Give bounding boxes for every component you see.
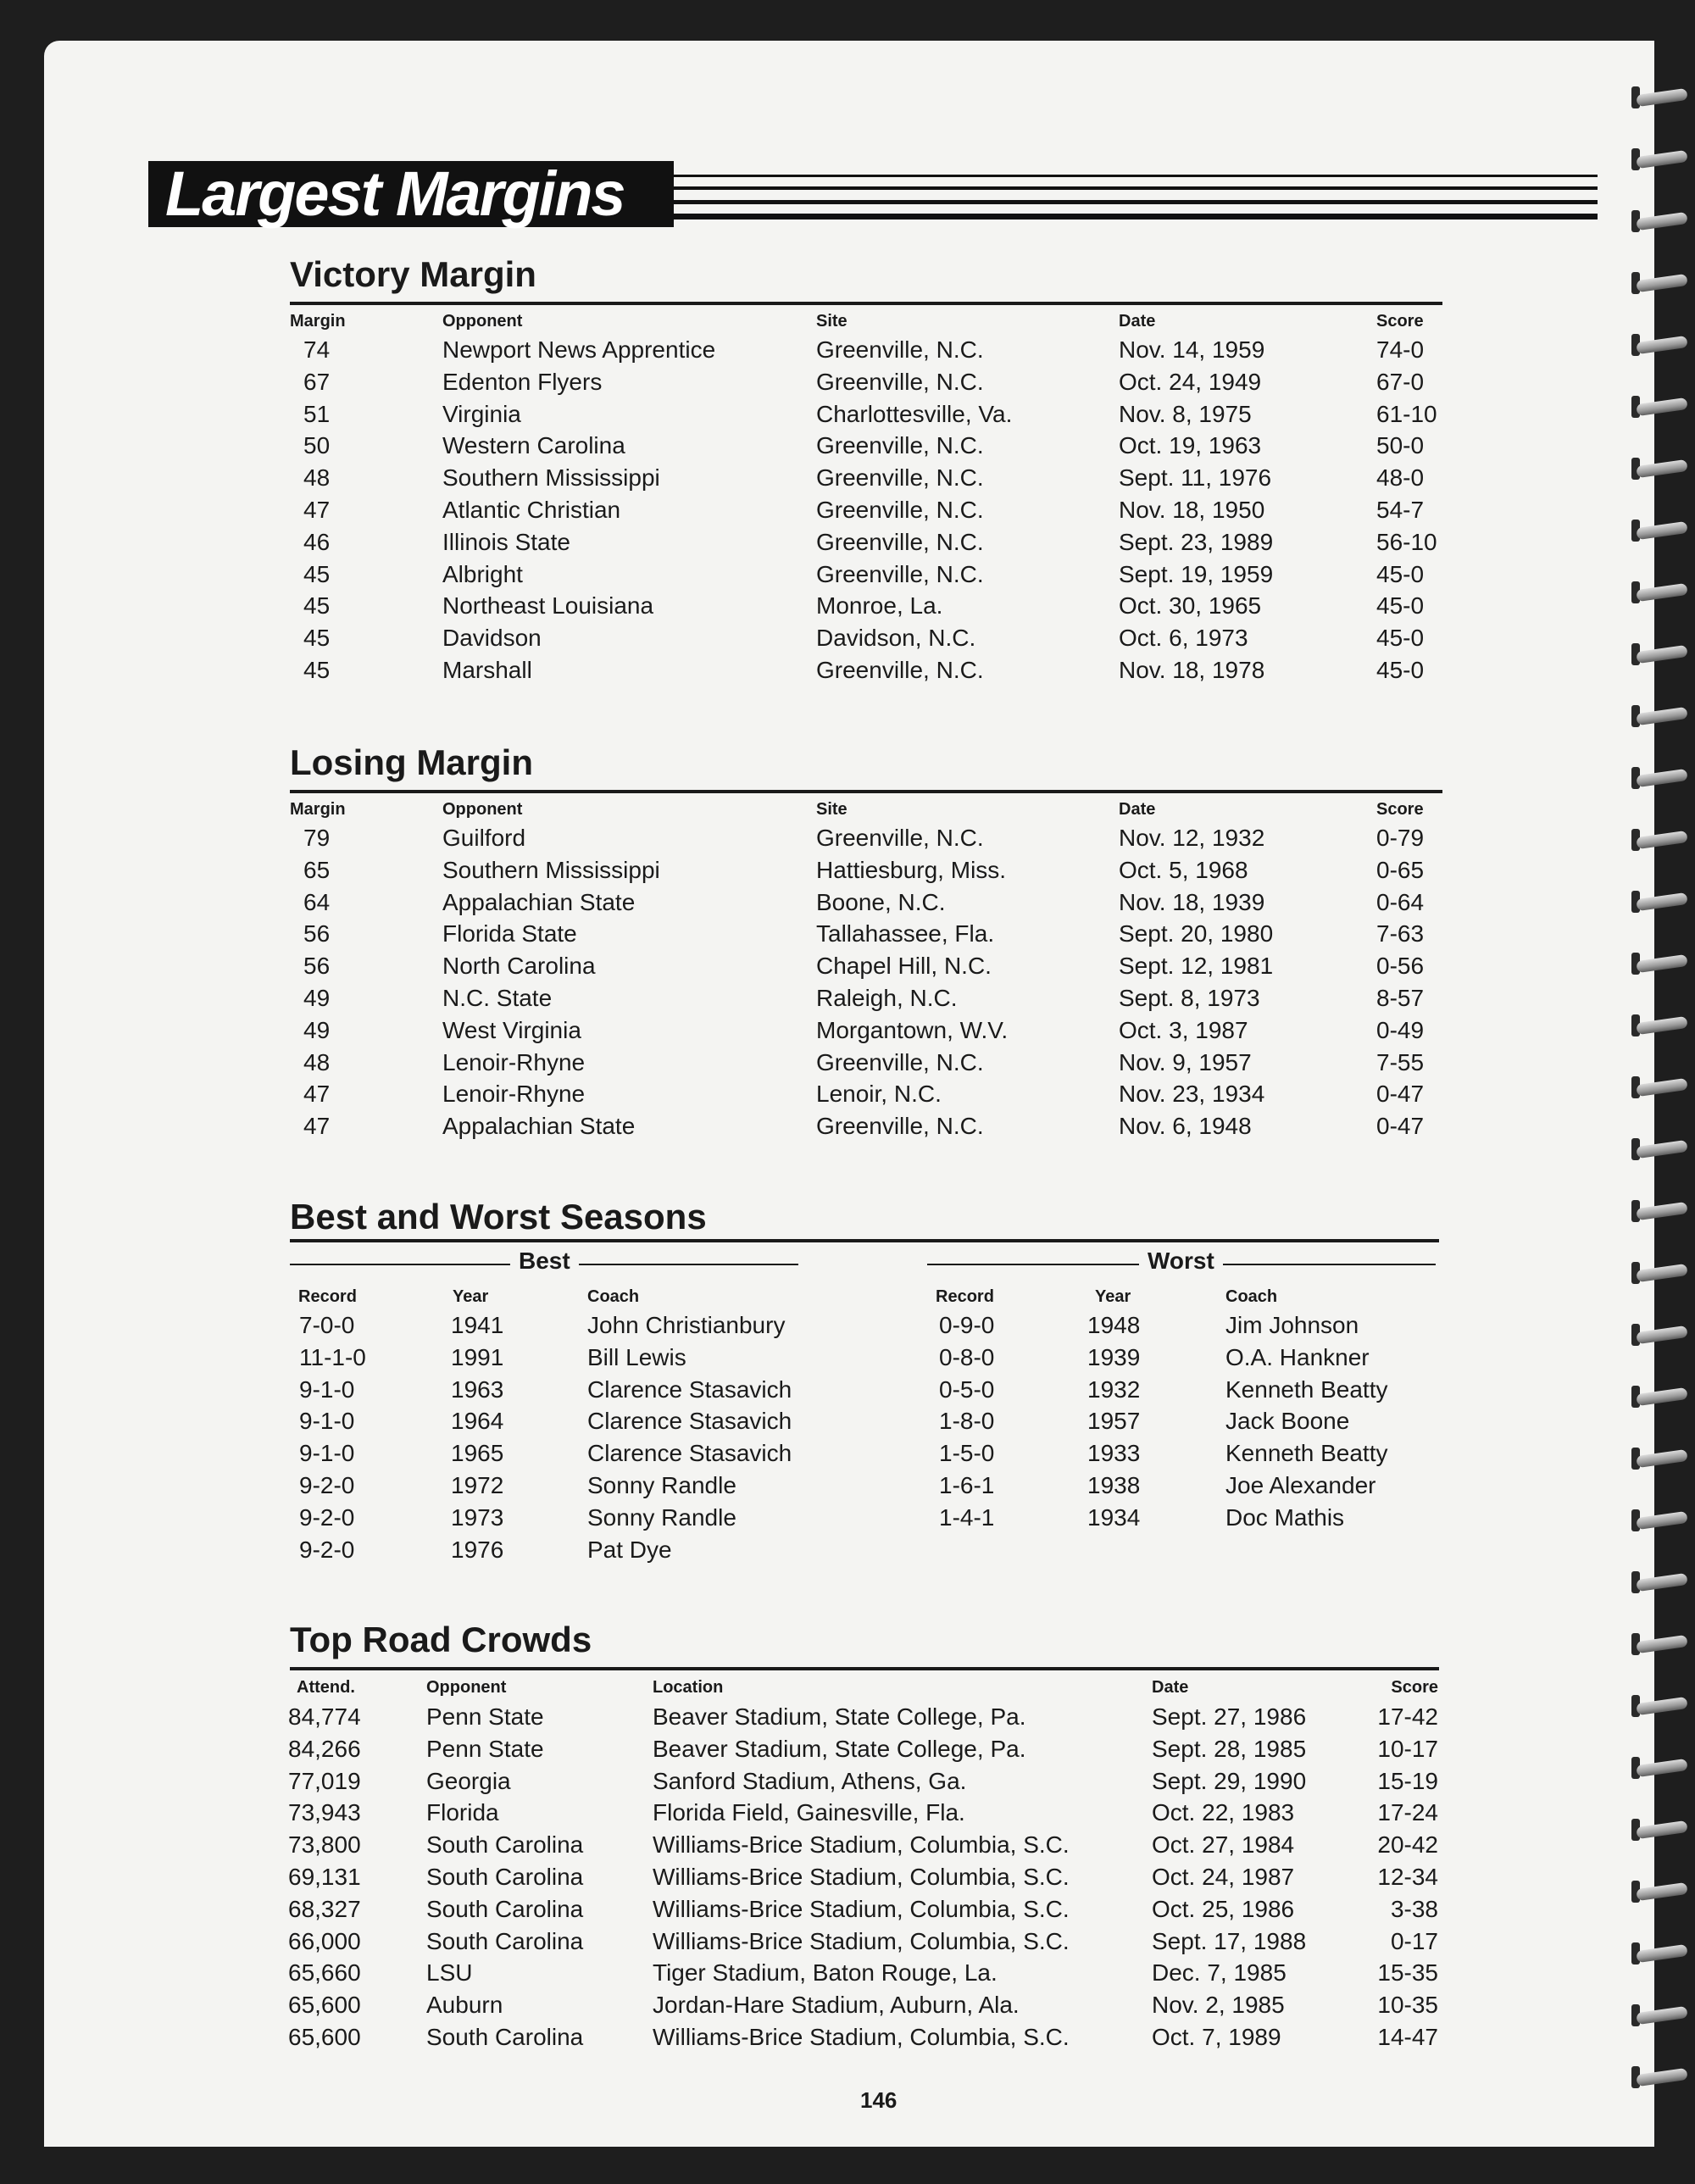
losing-cell: Hattiesburg, Miss. (816, 856, 1007, 883)
best-season-cell: 1973 (451, 1503, 504, 1531)
losing-cell: Greenville, N.C. (816, 1113, 984, 1140)
crowds-cell: Jordan-Hare Stadium, Auburn, Ala. (653, 1992, 1020, 2019)
worst-season-cell: Kenneth Beatty (1225, 1375, 1388, 1403)
losing-cell: Oct. 3, 1987 (1119, 1016, 1248, 1043)
losing-cell: 0-65 (1376, 856, 1425, 883)
crowds-cell: Williams-Brice Stadium, Columbia, S.C. (653, 1927, 1070, 1954)
worst-season-cell: 1948 (1087, 1312, 1141, 1338)
spiral-coil (1631, 1508, 1691, 1535)
victory-cell: Edenton Flyers (442, 368, 603, 395)
victory-cell: Oct. 6, 1973 (1119, 625, 1248, 652)
victory-header-col-1: Margin (290, 312, 346, 331)
best-season-cell: Pat Dye (587, 1536, 672, 1563)
best-season-cell: 1964 (451, 1408, 504, 1435)
losing-cell: Appalachian State (442, 1113, 636, 1140)
losing-cell: 49 (303, 1016, 331, 1043)
victory-cell: Greenville, N.C. (816, 464, 984, 492)
victory-cell: Virginia (442, 400, 521, 427)
spiral-coil (1631, 951, 1691, 978)
spiral-coil (1631, 518, 1691, 545)
crowds-cell: Penn State (426, 1735, 544, 1762)
spiral-binding (1631, 85, 1695, 2119)
worst-header: Record (936, 1287, 994, 1306)
crowds-cell: Nov. 2, 1985 (1152, 1992, 1285, 2019)
worst-season-cell: 1-8-0 (939, 1408, 995, 1435)
crowds-cell: Williams-Brice Stadium, Columbia, S.C. (653, 2024, 1070, 2050)
crowds-cell: South Carolina (426, 1927, 584, 1954)
crowds-cell: 84,266 (288, 1735, 361, 1762)
crowds-cell: 66,000 (288, 1927, 361, 1954)
worst-season-cell: Jack Boone (1225, 1408, 1350, 1435)
victory-cell: Greenville, N.C. (816, 497, 984, 523)
victory-cell: Sept. 19, 1959 (1119, 560, 1274, 587)
best-season-cell: 1965 (451, 1440, 504, 1467)
victory-cell: 67 (303, 368, 331, 395)
crowds-cell: Sept. 27, 1986 (1152, 1703, 1307, 1730)
banner-rules (674, 175, 1598, 225)
victory-cell: 47 (303, 497, 331, 523)
best-season-cell: 9-2-0 (299, 1472, 355, 1498)
crowds-cell: Florida (426, 1799, 499, 1826)
losing-cell: Nov. 6, 1948 (1119, 1113, 1252, 1140)
worst-season-cell: 1938 (1087, 1472, 1141, 1498)
victory-cell: 50 (303, 432, 331, 459)
best-season-cell: 1941 (451, 1312, 504, 1338)
victory-cell: Nov. 18, 1950 (1119, 497, 1265, 523)
best-season-cell: John Christianbury (587, 1312, 786, 1338)
seasons-section-rule (290, 1239, 1439, 1242)
victory-cell: Oct. 24, 1949 (1119, 368, 1262, 395)
crowds-cell: 73,800 (288, 1831, 361, 1859)
worst-season-cell: 1934 (1087, 1503, 1141, 1531)
best-season-cell: 9-1-0 (299, 1440, 355, 1467)
victory-cell: Greenville, N.C. (816, 657, 984, 683)
worst-season-cell: Jim Johnson (1225, 1312, 1359, 1338)
losing-cell: Lenoir, N.C. (816, 1081, 942, 1108)
losing-header-col-1: Margin (290, 800, 346, 819)
spiral-coil (1631, 1198, 1691, 1225)
victory-section-rule (290, 302, 1442, 305)
spiral-coil (1631, 147, 1691, 174)
victory-cell: 56-10 (1376, 528, 1437, 555)
crowds-cell: 17-24 (1377, 1799, 1438, 1826)
victory-cell: Greenville, N.C. (816, 336, 984, 363)
crowds-cell: Penn State (426, 1703, 544, 1730)
best-subheader: Best (510, 1248, 579, 1275)
crowds-cell: Florida Field, Gainesville, Fla. (653, 1799, 965, 1826)
page-number: 146 (860, 2087, 898, 2113)
losing-cell: 0-64 (1376, 888, 1425, 915)
crowds-section-rule (290, 1667, 1439, 1670)
losing-cell: 7-55 (1376, 1048, 1425, 1075)
victory-cell: 54-7 (1376, 497, 1425, 523)
crowds-cell: Sept. 17, 1988 (1152, 1927, 1307, 1954)
worst-subheader: Worst (1139, 1248, 1223, 1275)
crowds-header-col-2: Opponent (426, 1678, 507, 1697)
losing-cell: 65 (303, 856, 331, 883)
crowds-header-col-1: Attend. (297, 1678, 355, 1697)
crowds-cell: Oct. 24, 1987 (1152, 1864, 1295, 1890)
losing-cell: 79 (303, 825, 331, 851)
victory-header-col-3: Site (816, 312, 848, 331)
victory-cell: 50-0 (1376, 432, 1425, 459)
victory-cell: Southern Mississippi (442, 464, 660, 492)
page-banner (148, 158, 1598, 229)
crowds-cell: 65,660 (288, 1959, 361, 1987)
seasons-section-title: Best and Worst Seasons (290, 1197, 707, 1236)
best-season-cell: 11-1-0 (299, 1343, 366, 1370)
losing-cell: Appalachian State (442, 888, 636, 915)
crowds-header-col-4: Date (1152, 1678, 1189, 1697)
victory-cell: Davidson (442, 625, 542, 652)
losing-cell: West Virginia (442, 1016, 581, 1043)
best-season-cell: Clarence Stasavich (587, 1440, 792, 1467)
victory-cell: Nov. 18, 1978 (1119, 657, 1265, 683)
crowds-cell: 73,943 (288, 1799, 361, 1826)
worst-season-cell: 1-6-1 (939, 1472, 995, 1498)
crowds-header-col-5: Score (1391, 1678, 1438, 1697)
worst-season-cell: 0-5-0 (939, 1375, 995, 1403)
spiral-coil (1631, 1817, 1691, 1844)
spiral-coil (1631, 703, 1691, 731)
spiral-coil (1631, 1879, 1691, 1906)
losing-cell: Greenville, N.C. (816, 1048, 984, 1075)
crowds-cell: 0-17 (1390, 1927, 1438, 1954)
losing-cell: Sept. 20, 1980 (1119, 920, 1274, 948)
losing-cell: Nov. 9, 1957 (1119, 1048, 1252, 1075)
victory-cell: Newport News Apprentice (442, 336, 716, 363)
crowds-cell: Auburn (426, 1992, 503, 2019)
victory-cell: Greenville, N.C. (816, 528, 984, 555)
best-season-cell: Sonny Randle (587, 1472, 736, 1498)
crowds-cell: 84,774 (288, 1703, 361, 1730)
spiral-coil (1631, 2065, 1691, 2092)
victory-cell: Oct. 19, 1963 (1119, 432, 1262, 459)
best-season-cell: 9-1-0 (299, 1375, 355, 1403)
spiral-coil (1631, 1941, 1691, 1968)
crowds-cell: South Carolina (426, 1895, 584, 1922)
victory-header-col-2: Opponent (442, 312, 523, 331)
best-season-cell: 9-2-0 (299, 1503, 355, 1531)
crowds-cell: LSU (426, 1959, 473, 1987)
losing-cell: North Carolina (442, 953, 596, 980)
victory-cell: Greenville, N.C. (816, 368, 984, 395)
victory-cell: Monroe, La. (816, 592, 943, 620)
losing-cell: 47 (303, 1081, 331, 1108)
best-season-cell: Sonny Randle (587, 1503, 736, 1531)
spiral-coil (1631, 1446, 1691, 1473)
crowds-cell: 68,327 (288, 1895, 361, 1922)
losing-cell: 0-47 (1376, 1113, 1425, 1140)
best-season-cell: 1972 (451, 1472, 504, 1498)
losing-cell: Tallahassee, Fla. (816, 920, 995, 948)
crowds-cell: Oct. 22, 1983 (1152, 1799, 1295, 1826)
losing-header-col-5: Score (1376, 800, 1424, 819)
victory-cell: 45-0 (1376, 657, 1425, 683)
victory-cell: Greenville, N.C. (816, 432, 984, 459)
worst-season-cell: 0-8-0 (939, 1343, 995, 1370)
crowds-cell: South Carolina (426, 2024, 584, 2050)
victory-cell: Western Carolina (442, 432, 625, 459)
victory-cell: 61-10 (1376, 400, 1437, 427)
victory-cell: 74-0 (1376, 336, 1425, 363)
victory-header-col-5: Score (1376, 312, 1424, 331)
victory-cell: 46 (303, 528, 331, 555)
best-season-cell: 1976 (451, 1536, 504, 1563)
losing-cell: Nov. 18, 1939 (1119, 888, 1265, 915)
victory-section-title: Victory Margin (290, 254, 536, 294)
losing-cell: Boone, N.C. (816, 888, 946, 915)
worst-season-cell: 1-5-0 (939, 1440, 995, 1467)
crowds-cell: Oct. 25, 1986 (1152, 1895, 1295, 1922)
victory-cell: Illinois State (442, 528, 570, 555)
crowds-cell: Beaver Stadium, State College, Pa. (653, 1735, 1026, 1762)
spiral-coil (1631, 270, 1691, 297)
best-season-cell: Clarence Stasavich (587, 1375, 792, 1403)
losing-section-title: Losing Margin (290, 742, 533, 782)
crowds-cell: 12-34 (1377, 1864, 1438, 1890)
victory-cell: 51 (303, 400, 331, 427)
crowds-cell: 14-47 (1377, 2024, 1438, 2050)
victory-cell: 45-0 (1376, 560, 1425, 587)
worst-season-cell: 1939 (1087, 1343, 1141, 1370)
victory-cell: 45 (303, 657, 331, 683)
spiral-coil (1631, 1755, 1691, 1782)
crowds-cell: South Carolina (426, 1831, 584, 1859)
losing-cell: 0-49 (1376, 1016, 1425, 1043)
spiral-coil (1631, 394, 1691, 421)
banner-title: Largest Margins (148, 161, 674, 227)
losing-cell: 48 (303, 1048, 331, 1075)
spiral-coil (1631, 1631, 1691, 1659)
losing-cell: Lenoir-Rhyne (442, 1048, 586, 1075)
spiral-coil (1631, 1570, 1691, 1597)
victory-cell: 74 (303, 336, 331, 363)
spiral-coil (1631, 889, 1691, 916)
victory-cell: Nov. 8, 1975 (1119, 400, 1252, 427)
losing-cell: Florida State (442, 920, 577, 948)
losing-cell: 0-47 (1376, 1081, 1425, 1108)
crowds-cell: Beaver Stadium, State College, Pa. (653, 1703, 1026, 1730)
victory-cell: Sept. 23, 1989 (1119, 528, 1274, 555)
crowds-cell: 65,600 (288, 2024, 361, 2050)
worst-header: Coach (1225, 1287, 1278, 1306)
victory-cell: 45 (303, 560, 331, 587)
crowds-cell: 10-17 (1377, 1735, 1438, 1762)
crowds-cell: Dec. 7, 1985 (1152, 1959, 1287, 1987)
losing-cell: 64 (303, 888, 331, 915)
victory-cell: Greenville, N.C. (816, 560, 984, 587)
worst-season-cell: 0-9-0 (939, 1312, 995, 1338)
losing-header-col-3: Site (816, 800, 848, 819)
victory-cell: 67-0 (1376, 368, 1425, 395)
best-header: Record (298, 1287, 357, 1306)
worst-header: Year (1095, 1287, 1131, 1306)
losing-cell: 0-56 (1376, 953, 1425, 980)
victory-cell: Albright (442, 560, 523, 587)
crowds-cell: 20-42 (1377, 1831, 1438, 1859)
crowds-cell: Williams-Brice Stadium, Columbia, S.C. (653, 1831, 1070, 1859)
losing-cell: 47 (303, 1113, 331, 1140)
worst-season-cell: Kenneth Beatty (1225, 1440, 1388, 1467)
losing-cell: Nov. 12, 1932 (1119, 825, 1265, 851)
losing-header-col-4: Date (1119, 800, 1156, 819)
spiral-coil (1631, 2003, 1691, 2030)
losing-cell: 0-79 (1376, 825, 1425, 851)
victory-header-col-4: Date (1119, 312, 1156, 331)
spiral-coil (1631, 85, 1691, 112)
worst-season-cell: 1933 (1087, 1440, 1141, 1467)
victory-cell: Charlottesville, Va. (816, 400, 1013, 427)
spiral-coil (1631, 580, 1691, 607)
crowds-cell: Williams-Brice Stadium, Columbia, S.C. (653, 1864, 1070, 1890)
losing-cell: Morgantown, W.V. (816, 1016, 1009, 1043)
losing-cell: Oct. 5, 1968 (1119, 856, 1248, 883)
crowds-cell: 69,131 (288, 1864, 361, 1890)
worst-season-cell: Joe Alexander (1225, 1472, 1376, 1498)
losing-section-rule (290, 790, 1442, 793)
victory-cell: 45-0 (1376, 592, 1425, 620)
losing-cell: Sept. 8, 1973 (1119, 985, 1260, 1011)
victory-cell: Nov. 14, 1959 (1119, 336, 1265, 363)
crowds-cell: Oct. 7, 1989 (1152, 2024, 1281, 2050)
victory-cell: 48-0 (1376, 464, 1425, 492)
spiral-coil (1631, 1384, 1691, 1411)
crowds-cell: Williams-Brice Stadium, Columbia, S.C. (653, 1895, 1070, 1922)
losing-cell: 56 (303, 920, 331, 948)
crowds-header-col-3: Location (653, 1678, 724, 1697)
spiral-coil (1631, 456, 1691, 483)
losing-cell: Nov. 23, 1934 (1119, 1081, 1265, 1108)
victory-cell: Oct. 30, 1965 (1119, 592, 1262, 620)
crowds-cell: Sanford Stadium, Athens, Ga. (653, 1767, 967, 1794)
spiral-coil (1631, 642, 1691, 669)
crowds-cell: Tiger Stadium, Baton Rouge, La. (653, 1959, 998, 1987)
losing-cell: 49 (303, 985, 331, 1011)
losing-cell: 56 (303, 953, 331, 980)
victory-cell: 48 (303, 464, 331, 492)
spiral-coil (1631, 1322, 1691, 1349)
best-season-cell: Bill Lewis (587, 1343, 686, 1370)
victory-cell: 45 (303, 592, 331, 620)
crowds-cell: 65,600 (288, 1992, 361, 2019)
crowds-cell: 3-38 (1390, 1895, 1438, 1922)
crowds-cell: 15-35 (1377, 1959, 1438, 1987)
spiral-coil (1631, 1260, 1691, 1287)
victory-cell: Davidson, N.C. (816, 625, 976, 652)
crowds-cell: 10-35 (1377, 1992, 1438, 2019)
spiral-coil (1631, 332, 1691, 359)
victory-cell: 45-0 (1376, 625, 1425, 652)
best-season-cell: 9-1-0 (299, 1408, 355, 1435)
worst-season-cell: 1-4-1 (939, 1503, 995, 1531)
best-header: Coach (587, 1287, 640, 1306)
victory-cell: 45 (303, 625, 331, 652)
worst-season-cell: 1957 (1087, 1408, 1141, 1435)
crowds-cell: Oct. 27, 1984 (1152, 1831, 1295, 1859)
worst-season-cell: 1932 (1087, 1375, 1141, 1403)
losing-cell: 8-57 (1376, 985, 1425, 1011)
crowds-cell: Sept. 28, 1985 (1152, 1735, 1307, 1762)
victory-cell: Sept. 11, 1976 (1119, 464, 1272, 492)
spiral-coil (1631, 765, 1691, 792)
crowds-cell: 15-19 (1377, 1767, 1438, 1794)
best-season-cell: 1991 (451, 1343, 504, 1370)
losing-cell: Sept. 12, 1981 (1119, 953, 1274, 980)
losing-cell: Lenoir-Rhyne (442, 1081, 586, 1108)
spiral-coil (1631, 1693, 1691, 1720)
spiral-coil (1631, 1013, 1691, 1040)
spiral-coil (1631, 208, 1691, 236)
losing-cell: Raleigh, N.C. (816, 985, 958, 1011)
worst-season-cell: O.A. Hankner (1225, 1343, 1370, 1370)
best-season-cell: Clarence Stasavich (587, 1408, 792, 1435)
losing-cell: Guilford (442, 825, 526, 851)
worst-season-cell: Doc Mathis (1225, 1503, 1345, 1531)
crowds-cell: South Carolina (426, 1864, 584, 1890)
crowds-cell: Sept. 29, 1990 (1152, 1767, 1307, 1794)
losing-header-col-2: Opponent (442, 800, 523, 819)
losing-cell: Southern Mississippi (442, 856, 660, 883)
crowds-section-title: Top Road Crowds (290, 1620, 592, 1659)
crowds-cell: 77,019 (288, 1767, 361, 1794)
losing-cell: N.C. State (442, 985, 553, 1011)
spiral-coil (1631, 1136, 1691, 1164)
losing-cell: Chapel Hill, N.C. (816, 953, 992, 980)
victory-cell: Atlantic Christian (442, 497, 621, 523)
victory-cell: Marshall (442, 657, 532, 683)
victory-cell: Northeast Louisiana (442, 592, 654, 620)
best-season-cell: 7-0-0 (299, 1312, 355, 1338)
spiral-coil (1631, 1075, 1691, 1102)
best-season-cell: 1963 (451, 1375, 504, 1403)
losing-cell: 7-63 (1376, 920, 1425, 948)
best-header: Year (453, 1287, 489, 1306)
crowds-cell: Georgia (426, 1767, 511, 1794)
losing-cell: Greenville, N.C. (816, 825, 984, 851)
crowds-cell: 17-42 (1377, 1703, 1438, 1730)
best-season-cell: 9-2-0 (299, 1536, 355, 1563)
spiral-coil (1631, 827, 1691, 854)
